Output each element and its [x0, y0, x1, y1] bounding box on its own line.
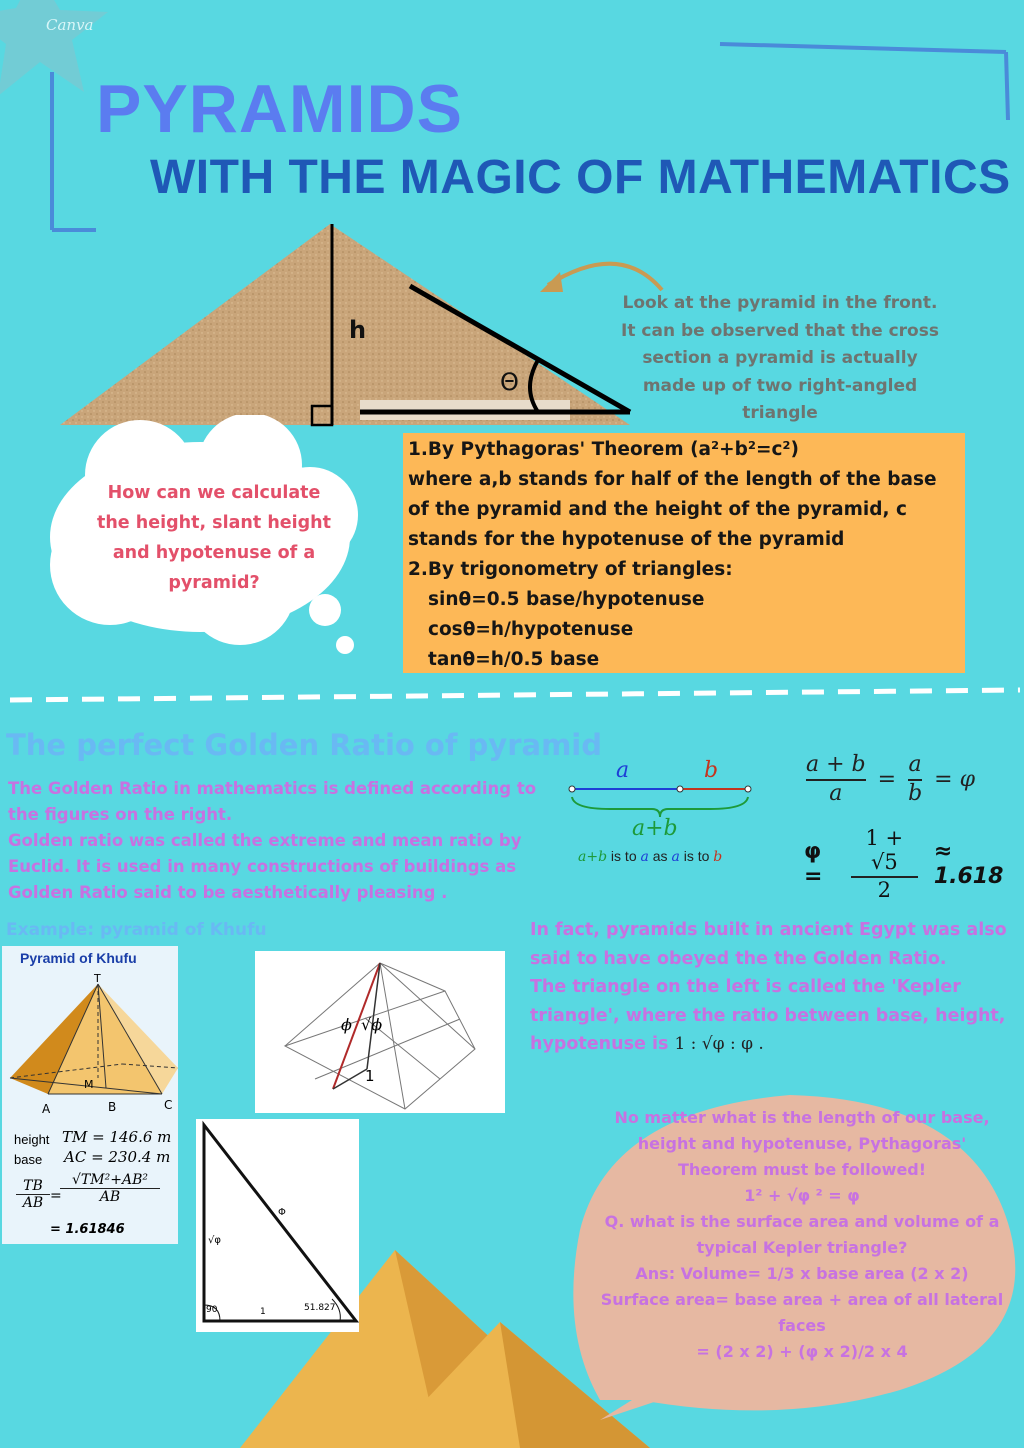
answer-line: Q. what is the surface area and volume of a: [604, 1212, 1000, 1231]
sqrt-phi-side-label: √φ: [208, 1235, 221, 1246]
caption-part: is to: [679, 848, 714, 864]
segment-b-label: b: [704, 758, 719, 783]
pythagoras-answer: [600, 1105, 1004, 1365]
theta-label: Θ: [500, 368, 519, 396]
observation-line: triangle: [742, 403, 818, 423]
numerator: a + b: [806, 752, 866, 777]
khufu-heading: Pyramid of Khufu: [20, 950, 137, 966]
wire-pyramid-diagram: [255, 951, 505, 1113]
numerator: a: [908, 752, 922, 777]
base-one-label: 1: [260, 1307, 266, 1317]
segment-a-label: a: [616, 758, 630, 783]
observation-line: It can be observed that the cross: [621, 320, 939, 341]
caption-part: as: [648, 848, 672, 864]
vertex-label: M: [84, 1078, 94, 1091]
definition-line: The Golden Ratio in mathematics is defined according to: [8, 779, 537, 798]
page-title: PYRAMIDS: [96, 71, 463, 147]
observation-line: Look at the pyramid in the front.: [622, 293, 938, 313]
explanation-text: hypotenuse is: [530, 1034, 669, 1054]
answer-line: Surface area= base area + area of all lateral: [600, 1290, 1004, 1309]
height-value: TM = 146.6 m: [62, 1128, 172, 1146]
explanation-line: The triangle on the left is called the 'Kepler: [530, 977, 961, 997]
caption-part: a: [640, 849, 649, 865]
question-line: the height, slant height: [96, 513, 332, 533]
question-text: [82, 478, 346, 598]
numerator: √TM²+AB²: [72, 1172, 148, 1188]
definition-line: Golden ratio was called the extreme and mean ratio by: [8, 831, 522, 850]
explanation-line: triangle', where the ratio between base, height,: [530, 1005, 1006, 1026]
explanation-line: [530, 1030, 1020, 1059]
definition-line: Euclid. It is used in many constructions of buildings as: [8, 857, 517, 876]
golden-formula-1: [806, 752, 975, 806]
formula-result: = φ: [934, 766, 975, 792]
question-line: and hypotenuse of a: [112, 543, 316, 563]
vertex-label: A: [42, 1102, 51, 1116]
angle-label: 51.827: [304, 1303, 336, 1313]
denominator: AB: [60, 1188, 160, 1205]
answer-line: Ans: Volume= 1/3 x base area (2 x 2): [635, 1264, 969, 1283]
phi-side-label: Φ: [278, 1207, 286, 1218]
ratio-right: [60, 1172, 160, 1205]
methods-line: 2.By trigonometry of triangles:: [408, 559, 733, 580]
equals-sign: =: [877, 766, 897, 792]
equals-sign: =: [50, 1188, 62, 1204]
observation-text: [610, 290, 950, 428]
golden-formula-2: [804, 826, 1024, 902]
denominator: b: [908, 781, 923, 806]
explanation-line: In fact, pyramids built in ancient Egypt was also: [530, 920, 1007, 940]
answer-line: No matter what is the length of our base,: [614, 1108, 990, 1127]
caption-part: a+b: [578, 849, 608, 865]
answer-line: typical Kepler triangle?: [696, 1238, 908, 1257]
vertex-label: T: [94, 972, 101, 985]
kepler-triangle-diagram: [196, 1119, 359, 1332]
phi-symbol: φ =: [804, 839, 823, 889]
page-subtitle: WITH THE MAGIC OF MATHEMATICS: [150, 151, 1011, 204]
answer-line: Theorem must be followed!: [677, 1160, 927, 1179]
kepler-ratio: 1 : √φ : φ .: [674, 1034, 764, 1054]
vertex-label: B: [108, 1100, 117, 1114]
canva-logo: Canva: [46, 16, 94, 34]
methods-line: stands for the hypotenuse of the pyramid: [408, 529, 845, 550]
question-line: How can we calculate: [107, 483, 321, 503]
numerator: TB: [23, 1178, 43, 1194]
denominator: AB: [16, 1194, 50, 1211]
fraction: [806, 752, 866, 806]
numerator: 1 + √5: [865, 826, 904, 874]
methods-line: sinθ=0.5 base/hypotenuse: [428, 589, 705, 610]
caption-part: a: [671, 849, 680, 865]
height-label: h: [349, 316, 367, 344]
segment-sum-label: a+b: [632, 816, 678, 841]
phi-label: ϕ: [341, 1015, 352, 1034]
denominator: 2: [851, 876, 918, 902]
right-angle-label: 90: [206, 1305, 218, 1315]
dashed-separator: [10, 690, 1020, 700]
khufu-diagram: [2, 946, 178, 1244]
frame-line-top: [720, 44, 1006, 52]
golden-ratio-title: The perfect Golden Ratio of pyramid: [6, 728, 603, 762]
methods-line: cosθ=h/hypotenuse: [428, 619, 634, 640]
methods-line: of the pyramid and the height of the pyramid, c: [408, 499, 907, 520]
answer-line: height and hypotenuse, Pythagoras': [637, 1134, 967, 1153]
sqrt-phi-label: √ϕ: [361, 1015, 383, 1034]
observation-line: made up of two right-angled: [642, 375, 918, 396]
height-label: height: [14, 1132, 50, 1147]
base-value: AC = 230.4 m: [64, 1148, 171, 1166]
definition-line: Golden Ratio said to be aesthetically pleasing .: [8, 883, 448, 902]
fraction: [908, 752, 922, 806]
question-line: pyramid?: [168, 573, 260, 593]
definition-line: the figures on the right.: [8, 805, 233, 824]
golden-definition: [8, 776, 538, 906]
methods-line: 1.By Pythagoras' Theorem (a²+b²=c²): [408, 439, 799, 460]
denominator: a: [806, 779, 866, 806]
explanation-line: said to have obeyed the the Golden Ratio.: [530, 948, 947, 969]
fraction: [851, 826, 918, 902]
vertex-label: C: [164, 1098, 173, 1112]
base-label: base: [14, 1152, 43, 1167]
kepler-triangle-drawing: [196, 1119, 359, 1332]
answer-line: = (2 x 2) + (φ x 2)/2 x 4: [696, 1342, 908, 1361]
one-label: 1: [365, 1067, 375, 1085]
sum-brace: [572, 797, 748, 817]
answer-line: faces: [778, 1316, 826, 1335]
pyramid-stone-face: [60, 224, 630, 425]
kepler-explanation: [530, 916, 1020, 1059]
caption-part: is to: [607, 848, 641, 864]
ratio-left: [16, 1178, 50, 1211]
answer-line: 1² + √φ ² = φ: [744, 1186, 860, 1205]
caption-part: b: [713, 849, 723, 865]
methods-line: tanθ=h/0.5 base: [428, 649, 600, 670]
segment-caption: [578, 848, 722, 865]
methods-line: where a,b stands for half of the length of the base: [408, 469, 937, 490]
observation-line: section a pyramid is actually: [642, 348, 918, 368]
approx-value: ≈ 1.618: [933, 839, 1004, 889]
khufu-result: = 1.61846: [50, 1222, 125, 1237]
frame-line-right: [1006, 52, 1008, 120]
methods-box: [403, 433, 965, 673]
example-title: Example: pyramid of Khufu: [6, 920, 267, 940]
